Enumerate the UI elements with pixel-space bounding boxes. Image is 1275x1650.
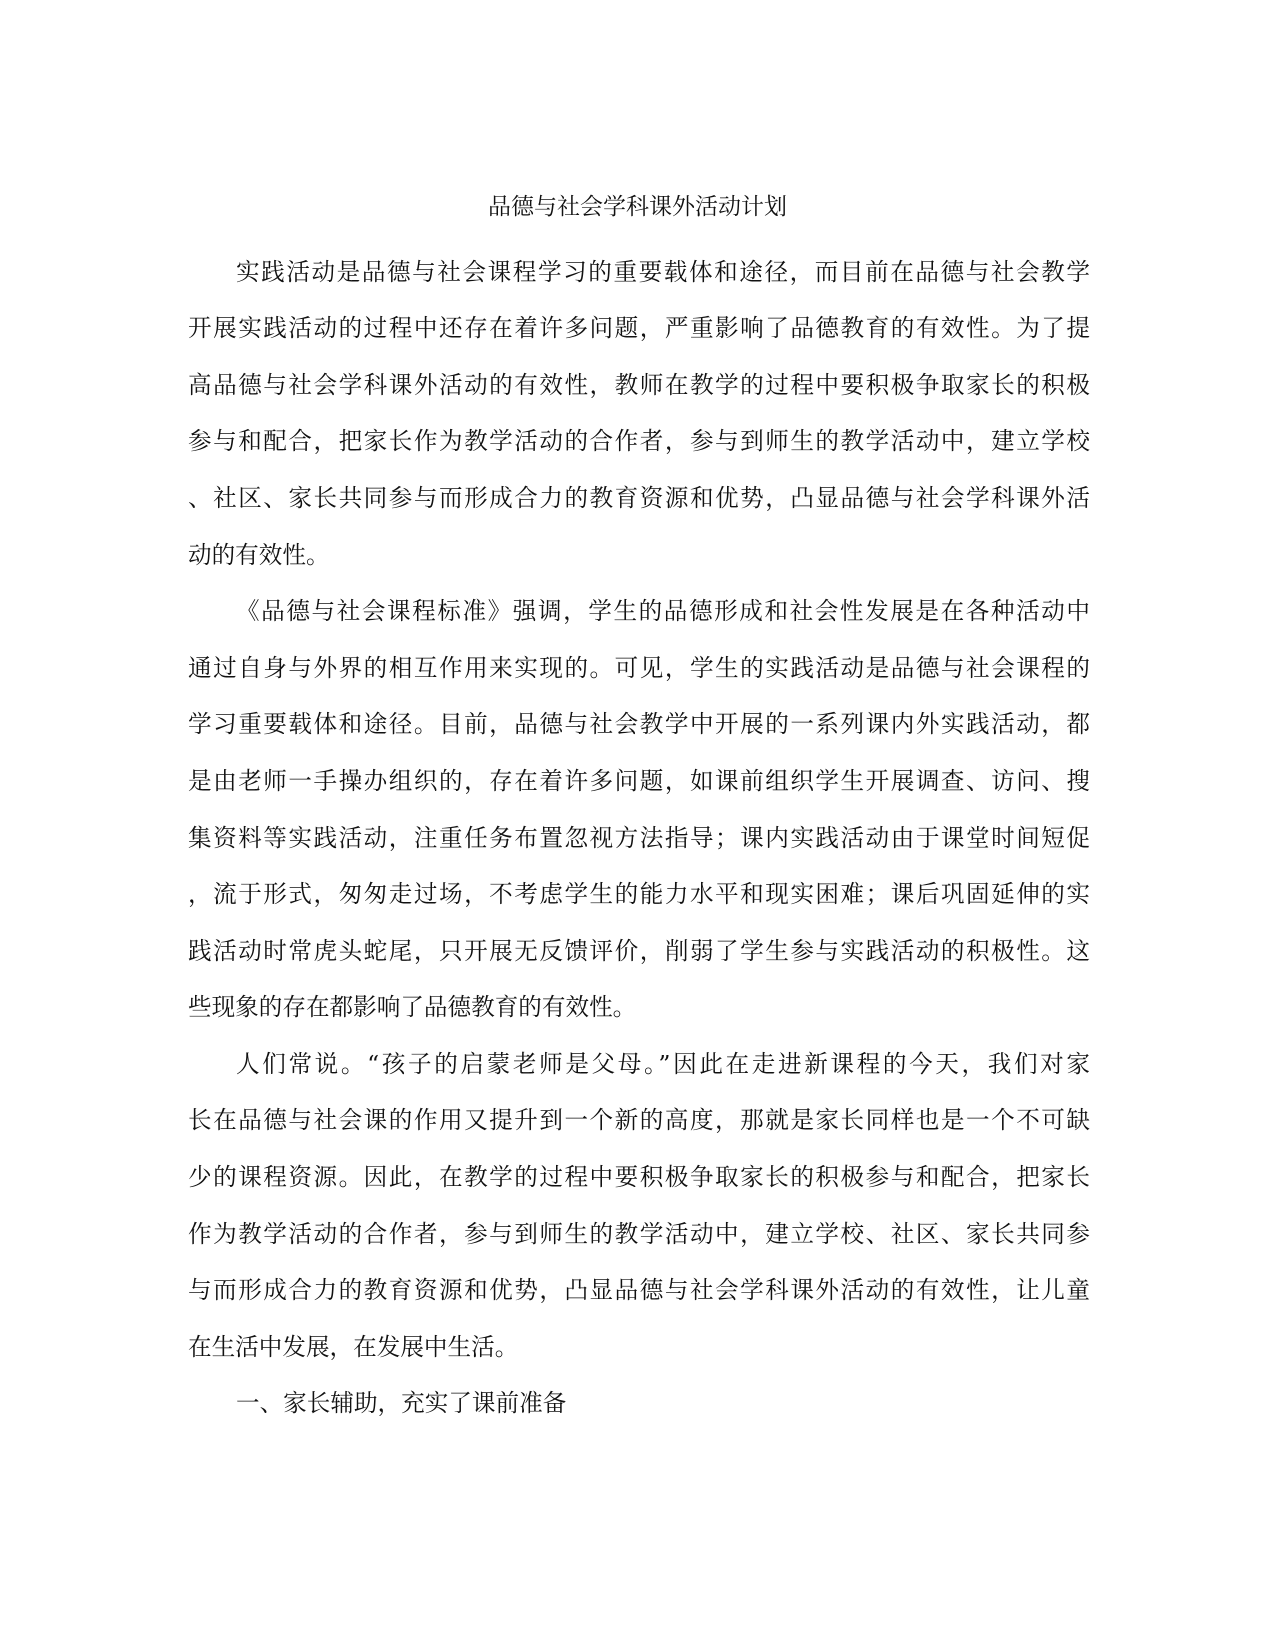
paragraph-line: 实践活动是品德与社会课程学习的重要载体和途径，而目前在品德与社会教学 [236,258,1090,286]
paragraph-line: 践活动时常虎头蛇尾，只开展无反馈评价，削弱了学生参与实践活动的积极性。这 [188,937,1090,965]
paragraph-line: 长在品德与社会课的作用又提升到一个新的高度，那就是家长同样也是一个不可缺 [188,1106,1090,1134]
paragraph-line: 通过自身与外界的相互作用来实现的。可见，学生的实践活动是品德与社会课程的 [188,654,1090,682]
paragraph-line: 些现象的存在都影响了品德教育的有效性。 [188,993,637,1021]
document-title: 品德与社会学科课外活动计划 [488,194,787,220]
paragraph-line: 《品德与社会课程标准》强调，学生的品德形成和社会性发展是在各种活动中 [236,597,1090,625]
paragraph-line: 在生活中发展，在发展中生活。 [188,1333,519,1361]
paragraph-line: 少的课程资源。因此，在教学的过程中要积极争取家长的积极参与和配合，把家长 [188,1163,1090,1191]
section-heading: 一、家长辅助，充实了课前准备 [236,1389,567,1417]
paragraph-line: 人们常说。“孩子的启蒙老师是父母。”因此在走进新课程的今天，我们对家 [236,1050,1090,1078]
paragraph-line: 高品德与社会学科课外活动的有效性，教师在教学的过程中要积极争取家长的积极 [188,371,1090,399]
paragraph-line: ，流于形式，匆匆走过场，不考虑学生的能力水平和现实困难；课后巩固延伸的实 [188,880,1090,908]
paragraph-line: 动的有效性。 [188,541,330,569]
paragraph-line: 作为教学活动的合作者，参与到师生的教学活动中，建立学校、社区、家长共同参 [188,1220,1090,1248]
paragraph-line: 开展实践活动的过程中还存在着许多问题，严重影响了品德教育的有效性。为了提 [188,314,1090,342]
paragraph-line: 集资料等实践活动，注重任务布置忽视方法指导；课内实践活动由于课堂时间短促 [188,824,1090,852]
paragraph-line: 、社区、家长共同参与而形成合力的教育资源和优势，凸显品德与社会学科课外活 [188,484,1090,512]
paragraph-line: 是由老师一手操办组织的，存在着许多问题，如课前组织学生开展调查、访问、搜 [188,767,1090,795]
paragraph-line: 参与和配合，把家长作为教学活动的合作者，参与到师生的教学活动中，建立学校 [188,427,1090,455]
paragraph-line: 学习重要载体和途径。目前，品德与社会教学中开展的一系列课内外实践活动，都 [188,710,1090,738]
paragraph-line: 与而形成合力的教育资源和优势，凸显品德与社会学科课外活动的有效性，让儿童 [188,1276,1090,1304]
